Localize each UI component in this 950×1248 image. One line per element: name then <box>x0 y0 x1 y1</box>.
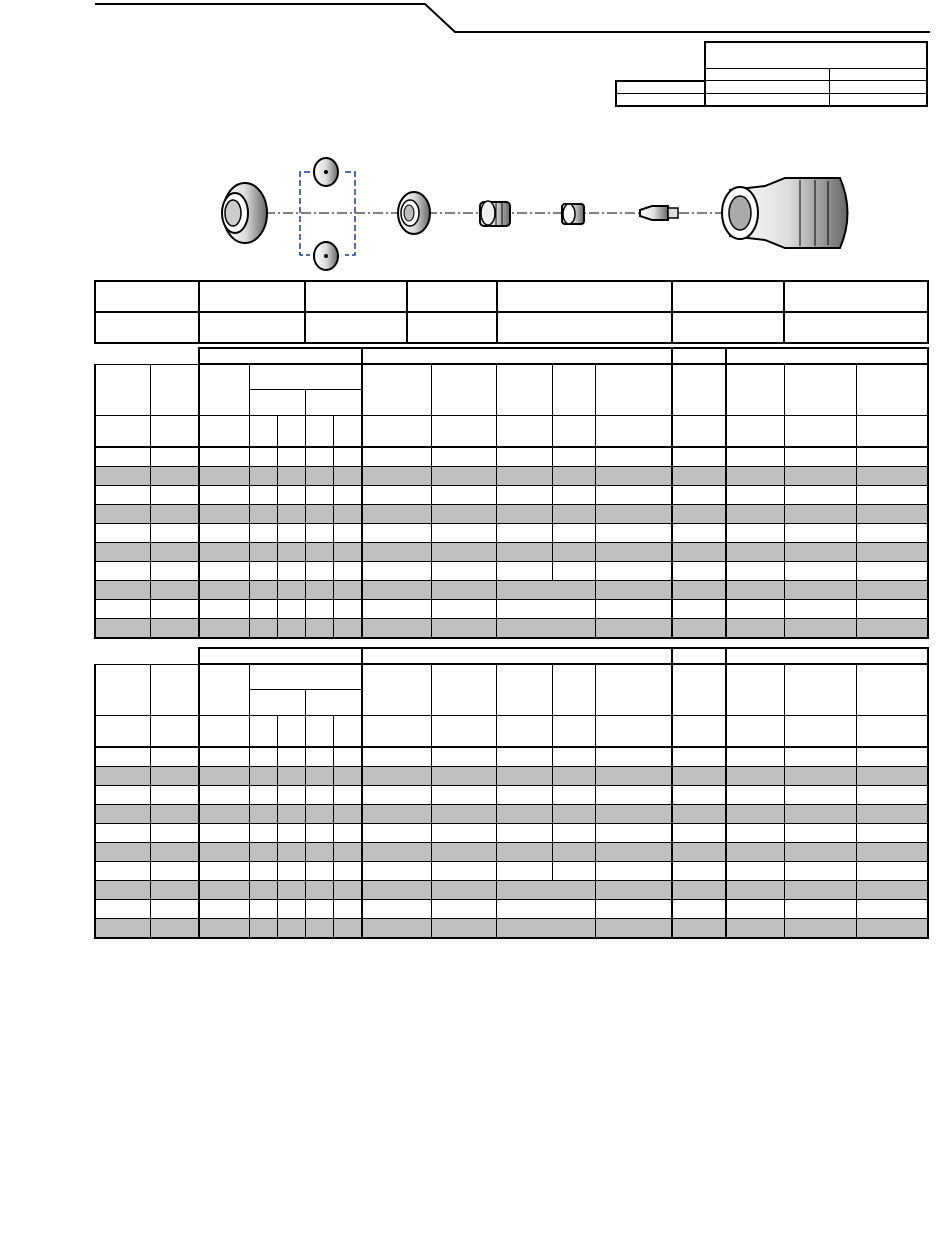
parts-value-cell <box>95 312 199 343</box>
parts-header-cell <box>305 281 407 312</box>
cut-col-header <box>249 664 362 690</box>
parts-value-cell <box>784 312 928 343</box>
parts-value-cell <box>407 312 497 343</box>
cut-row <box>95 767 928 786</box>
cut-group-header <box>362 648 672 664</box>
info-column-1 <box>705 69 829 81</box>
cut-col-subheader <box>305 690 362 716</box>
parts-header-cell <box>95 281 199 312</box>
parts-header-cell <box>497 281 672 312</box>
info-cell <box>705 81 829 94</box>
parts-value-cell <box>199 312 305 343</box>
torch-body-icon <box>722 178 848 248</box>
info-blank <box>616 42 705 69</box>
cut-group-header <box>726 648 928 664</box>
cut-group-blank <box>95 648 199 664</box>
cut-row <box>95 486 928 505</box>
cut-row <box>95 900 928 919</box>
cut-col-header <box>199 664 249 716</box>
page-header-rule <box>0 0 950 40</box>
cut-row <box>95 805 928 824</box>
cut-group-blank <box>95 348 199 364</box>
cut-col-header <box>552 364 595 416</box>
info-cell <box>829 81 927 94</box>
cut-row <box>95 824 928 843</box>
cut-col-header <box>726 364 784 416</box>
cut-col-header <box>496 664 552 716</box>
cut-group-header <box>672 348 726 364</box>
info-row-label <box>616 93 705 106</box>
parts-header-cell <box>672 281 784 312</box>
info-column-2 <box>829 69 927 81</box>
cut-chart-table <box>94 647 929 939</box>
cut-row <box>95 543 928 562</box>
cut-row <box>95 862 928 881</box>
cut-col-header <box>784 664 856 716</box>
cut-col-header <box>95 364 150 416</box>
cut-row <box>95 919 928 939</box>
cut-row <box>95 562 928 581</box>
cut-row <box>95 505 928 524</box>
parts-value-cell <box>672 312 784 343</box>
cut-col-header <box>199 364 249 416</box>
swirl-ring-icon <box>562 204 584 224</box>
cut-col-subheader <box>305 390 362 416</box>
parts-header-cell <box>784 281 928 312</box>
info-blank <box>616 69 705 81</box>
cut-col-header <box>150 664 199 716</box>
cut-row <box>95 447 928 467</box>
cut-row <box>95 467 928 486</box>
cut-group-header <box>362 348 672 364</box>
info-title <box>705 42 927 69</box>
cut-row <box>95 581 928 600</box>
cut-row <box>95 786 928 805</box>
cut-col-header <box>95 664 150 716</box>
shield-icon <box>222 183 267 243</box>
cut-row <box>95 524 928 543</box>
cut-row <box>95 881 928 900</box>
cut-col-header <box>672 364 726 416</box>
cut-col-header <box>496 364 552 416</box>
info-row-label <box>616 81 705 94</box>
cut-col-header <box>595 364 672 416</box>
parts-value-cell <box>305 312 407 343</box>
cut-row <box>95 747 928 767</box>
cut-chart-table <box>94 347 929 639</box>
consumable-info-table <box>615 41 928 107</box>
cut-col-header <box>362 364 431 416</box>
electrode-icon <box>640 206 678 220</box>
cut-group-header <box>672 648 726 664</box>
cut-col-header <box>552 664 595 716</box>
cut-col-header <box>856 664 928 716</box>
cut-col-header <box>431 364 496 416</box>
parts-header-cell <box>407 281 497 312</box>
cut-row <box>95 843 928 862</box>
parts-value-cell <box>497 312 672 343</box>
cut-group-header <box>199 648 362 664</box>
parts-header-cell <box>199 281 305 312</box>
cut-group-header <box>199 348 362 364</box>
cut-row <box>95 619 928 639</box>
cut-col-header <box>362 664 431 716</box>
cut-col-header <box>431 664 496 716</box>
cut-col-header <box>726 664 784 716</box>
cut-group-header <box>726 348 928 364</box>
nozzle-icon <box>480 201 510 226</box>
cut-col-header <box>595 664 672 716</box>
shield-alternate-icon <box>314 158 338 270</box>
cut-col-header <box>672 664 726 716</box>
cut-row <box>95 600 928 619</box>
cut-col-subheader <box>249 690 305 716</box>
cut-col-subheader <box>249 390 305 416</box>
cut-col-header <box>249 364 362 390</box>
consumable-part-table <box>94 280 929 344</box>
consumables-exploded-drawing <box>200 150 880 275</box>
cut-col-header <box>784 364 856 416</box>
retaining-cap-icon <box>398 192 430 234</box>
cut-col-header <box>856 364 928 416</box>
cut-col-header <box>150 364 199 416</box>
info-cell <box>705 93 829 106</box>
info-cell <box>829 93 927 106</box>
